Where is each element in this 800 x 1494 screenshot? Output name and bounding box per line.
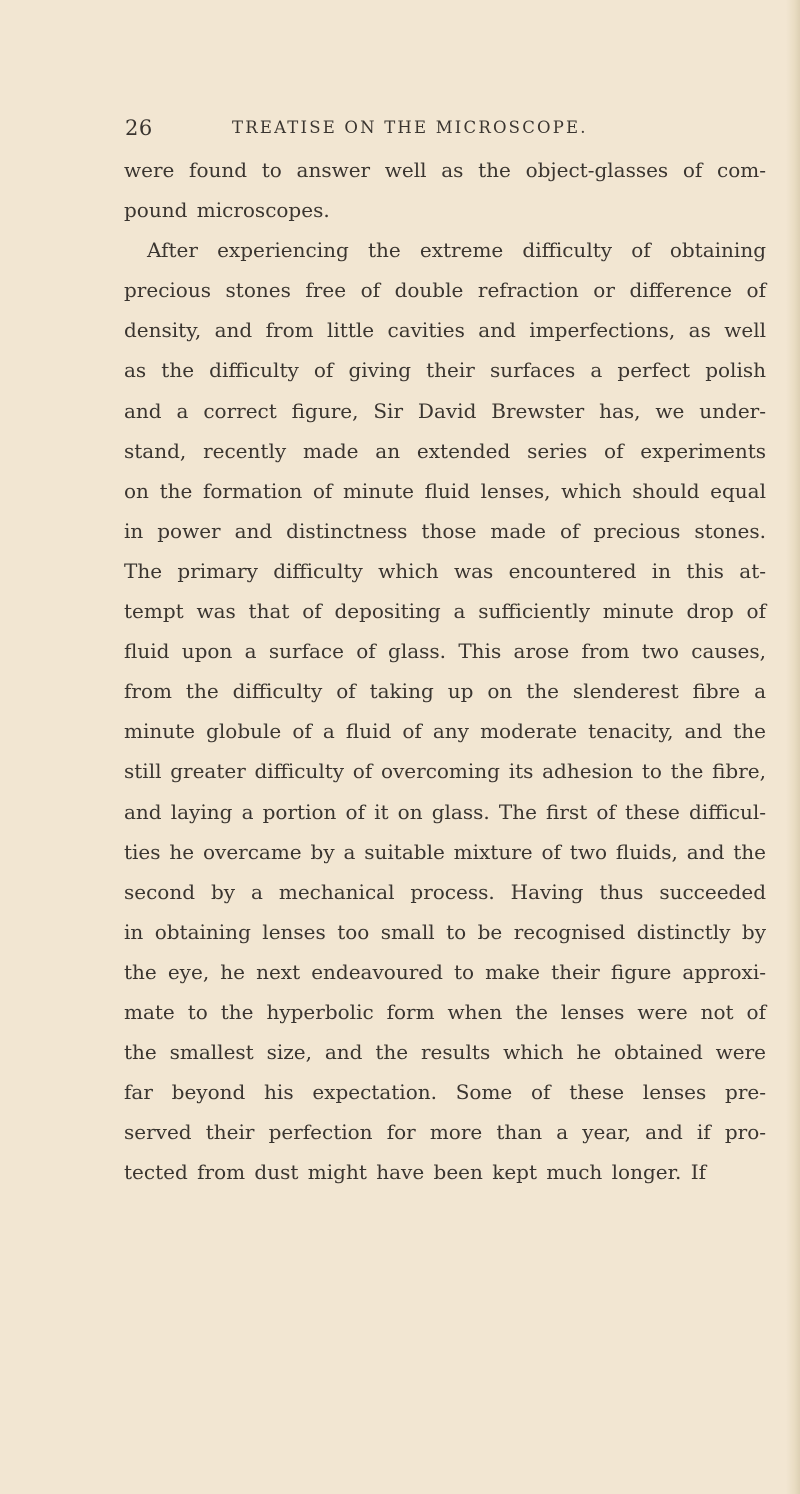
text-line: in obtaining lenses too small to be recognised distinctly by <box>124 919 766 944</box>
text-line: served their perfection for more than a year, and if pro- <box>124 1120 766 1145</box>
text-line: tected from dust might have been kept much longer. If <box>124 1160 706 1185</box>
text-line: and a correct figure, Sir David Brewster has, we under- <box>124 398 766 423</box>
text-line: in power and distinctness those made of precious stones. <box>124 518 766 543</box>
text-line: as the difficulty of giving their surfaces a perfect polish <box>124 358 766 383</box>
running-title: TREATISE ON THE MICROSCOPE. <box>232 118 588 137</box>
text-line: The primary difficulty which was encountered in this at- <box>124 558 766 583</box>
text-line: density, and from little cavities and imperfections, as well <box>124 318 766 343</box>
text-line: tempt was that of depositing a sufficiently minute drop of <box>124 599 766 624</box>
text-line: After experiencing the extreme difficulty of obtaining <box>147 238 766 263</box>
text-line: minute globule of a fluid of any moderate tenacity, and the <box>124 719 766 744</box>
body-text <box>124 150 766 1192</box>
text-line: fluid upon a surface of glass. This arose from two causes, <box>124 639 766 664</box>
text-line: the smallest size, and the results which he obtained were <box>124 1040 766 1065</box>
running-head <box>0 104 800 144</box>
text-line: second by a mechanical process. Having thus succeeded <box>124 879 766 904</box>
text-line: stand, recently made an extended series of experiments <box>124 438 766 463</box>
text-line: pound microscopes. <box>124 198 330 223</box>
text-line: the eye, he next endeavoured to make their figure approxi- <box>124 959 766 984</box>
text-line: far beyond his expectation. Some of these lenses pre- <box>124 1080 766 1105</box>
text-line: and laying a portion of it on glass. The first of these difficul- <box>124 799 766 824</box>
text-line: ties he overcame by a suitable mixture of two fluids, and the <box>124 839 766 864</box>
text-line: precious stones free of double refraction or difference of <box>124 278 766 303</box>
text-line: from the difficulty of taking up on the slenderest fibre a <box>124 679 766 704</box>
text-line: still greater difficulty of overcoming its adhesion to the fibre, <box>124 759 766 784</box>
page-number: 26 <box>125 116 153 140</box>
text-line: mate to the hyperbolic form when the lenses were not of <box>124 999 766 1024</box>
text-line: were found to answer well as the object-glasses of com- <box>124 158 766 182</box>
page-edge-shadow <box>786 0 800 1494</box>
text-line: on the formation of minute fluid lenses, which should equal <box>124 478 766 503</box>
